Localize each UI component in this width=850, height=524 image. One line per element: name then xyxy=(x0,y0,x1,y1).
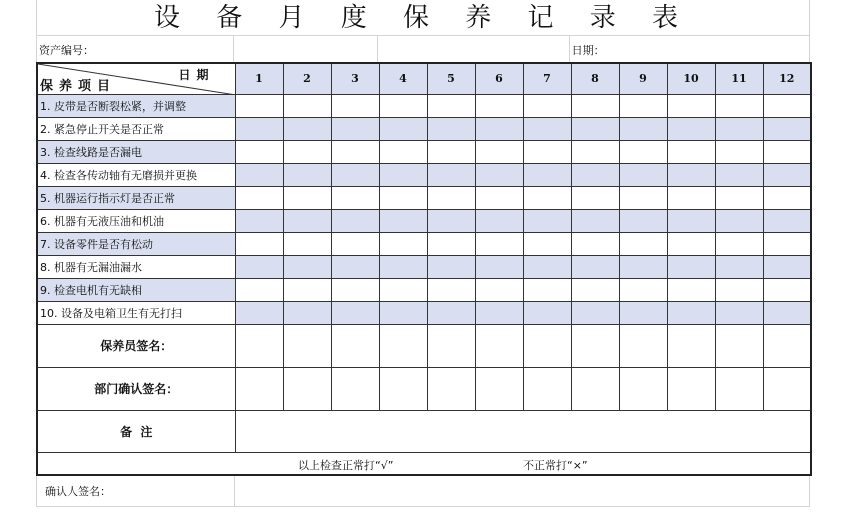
check-cell[interactable] xyxy=(715,94,763,117)
check-cell[interactable] xyxy=(283,117,331,140)
asset-no-label: 资产编号： xyxy=(37,36,234,62)
check-cell[interactable] xyxy=(619,301,667,324)
check-cell[interactable] xyxy=(619,255,667,278)
item-label: 9. 检查电机有无缺相 xyxy=(37,278,235,301)
signature-cell[interactable] xyxy=(475,324,523,367)
check-cell[interactable] xyxy=(667,140,715,163)
item-label: 1. 皮带是否断裂松紧，并调整 xyxy=(37,94,235,117)
check-cell[interactable] xyxy=(331,140,379,163)
signature-cell[interactable] xyxy=(763,367,811,410)
check-cell[interactable] xyxy=(667,232,715,255)
check-cell[interactable] xyxy=(331,209,379,232)
item-label: 7. 设备零件是否有松动 xyxy=(37,232,235,255)
check-cell[interactable] xyxy=(763,94,811,117)
check-cell[interactable] xyxy=(571,278,619,301)
check-cell[interactable] xyxy=(235,186,283,209)
signature-cell[interactable] xyxy=(523,367,571,410)
day-header-12: 12 xyxy=(763,63,811,94)
check-cell[interactable] xyxy=(763,163,811,186)
check-cell[interactable] xyxy=(667,209,715,232)
check-cell[interactable] xyxy=(763,232,811,255)
check-cell[interactable] xyxy=(619,163,667,186)
check-cell[interactable] xyxy=(475,117,523,140)
item-label: 6. 机器有无液压油和机油 xyxy=(37,209,235,232)
check-cell[interactable] xyxy=(619,278,667,301)
day-header-8: 8 xyxy=(571,63,619,94)
check-cell[interactable] xyxy=(379,163,427,186)
check-cell[interactable] xyxy=(715,301,763,324)
check-cell[interactable] xyxy=(763,278,811,301)
check-cell[interactable] xyxy=(379,278,427,301)
check-cell[interactable] xyxy=(667,255,715,278)
item-label: 3. 检查线路是否漏电 xyxy=(37,140,235,163)
check-cell[interactable] xyxy=(523,163,571,186)
signature-cell[interactable] xyxy=(427,367,475,410)
table-row xyxy=(37,209,811,232)
maintenance-sheet xyxy=(36,0,810,507)
check-cell[interactable] xyxy=(523,232,571,255)
signature-cell[interactable] xyxy=(331,324,379,367)
check-cell[interactable] xyxy=(331,163,379,186)
header-row xyxy=(37,63,811,94)
check-cell[interactable] xyxy=(331,278,379,301)
check-cell[interactable] xyxy=(379,209,427,232)
check-cell[interactable] xyxy=(571,140,619,163)
check-cell[interactable] xyxy=(715,117,763,140)
remarks-label: 备 注 xyxy=(37,410,235,452)
item-label: 4. 检查各传动轴有无磨损并更换 xyxy=(37,163,235,186)
date-label[interactable]: 日期： xyxy=(571,44,605,57)
check-cell[interactable] xyxy=(475,209,523,232)
check-cell[interactable] xyxy=(523,186,571,209)
maintenance-table xyxy=(36,62,812,476)
signature-cell[interactable] xyxy=(331,367,379,410)
confirm-row xyxy=(36,476,810,507)
info-row xyxy=(36,36,810,62)
check-cell[interactable] xyxy=(283,278,331,301)
check-cell[interactable] xyxy=(571,117,619,140)
signature-cell[interactable] xyxy=(571,324,619,367)
check-cell[interactable] xyxy=(475,278,523,301)
check-cell[interactable] xyxy=(427,255,475,278)
check-cell[interactable] xyxy=(379,301,427,324)
check-cell[interactable] xyxy=(379,140,427,163)
check-cell[interactable] xyxy=(475,301,523,324)
check-cell[interactable] xyxy=(763,117,811,140)
check-cell[interactable] xyxy=(283,163,331,186)
check-cell[interactable] xyxy=(763,186,811,209)
remarks-field[interactable] xyxy=(235,410,811,452)
check-cell[interactable] xyxy=(427,163,475,186)
confirm-label: 确认人签名： xyxy=(37,476,235,506)
check-cell[interactable] xyxy=(235,301,283,324)
table-row xyxy=(37,278,811,301)
check-cell[interactable] xyxy=(427,186,475,209)
check-cell[interactable] xyxy=(763,140,811,163)
table-row xyxy=(37,163,811,186)
day-header-6: 6 xyxy=(475,63,523,94)
check-cell[interactable] xyxy=(235,140,283,163)
day-header-5: 5 xyxy=(427,63,475,94)
check-cell[interactable] xyxy=(715,140,763,163)
check-cell[interactable] xyxy=(523,278,571,301)
check-cell[interactable] xyxy=(427,232,475,255)
check-cell[interactable] xyxy=(571,209,619,232)
maintainer-signature-row xyxy=(37,324,811,367)
check-cell[interactable] xyxy=(619,209,667,232)
check-cell[interactable] xyxy=(523,301,571,324)
check-cell[interactable] xyxy=(667,301,715,324)
note-abnormal: 不正常打“×” xyxy=(523,458,588,472)
signature-cell[interactable] xyxy=(235,324,283,367)
table-row xyxy=(37,140,811,163)
check-cell[interactable] xyxy=(667,278,715,301)
check-cell[interactable] xyxy=(235,94,283,117)
check-cell[interactable] xyxy=(235,278,283,301)
check-cell[interactable] xyxy=(379,232,427,255)
check-cell[interactable] xyxy=(475,140,523,163)
asset-no-field[interactable] xyxy=(234,36,378,62)
remarks-row xyxy=(37,410,811,452)
day-header-2: 2 xyxy=(283,63,331,94)
check-cell[interactable] xyxy=(523,140,571,163)
signature-cell[interactable] xyxy=(667,324,715,367)
check-cell[interactable] xyxy=(571,186,619,209)
item-label: 2. 紧急停止开关是否正常 xyxy=(37,117,235,140)
check-cell[interactable] xyxy=(715,255,763,278)
check-cell[interactable] xyxy=(715,232,763,255)
check-cell[interactable] xyxy=(571,163,619,186)
check-cell[interactable] xyxy=(283,232,331,255)
day-header-10: 10 xyxy=(667,63,715,94)
day-header-9: 9 xyxy=(619,63,667,94)
check-cell[interactable] xyxy=(667,94,715,117)
department-signature-label: 部门确认签名： xyxy=(37,367,235,410)
signature-cell[interactable] xyxy=(283,324,331,367)
item-label: 8. 机器有无漏油漏水 xyxy=(37,255,235,278)
check-cell[interactable] xyxy=(571,301,619,324)
check-cell[interactable] xyxy=(331,186,379,209)
signature-cell[interactable] xyxy=(715,324,763,367)
signature-cell[interactable] xyxy=(619,367,667,410)
table-row xyxy=(37,301,811,324)
check-cell[interactable] xyxy=(715,278,763,301)
check-cell[interactable] xyxy=(715,186,763,209)
check-cell[interactable] xyxy=(667,117,715,140)
check-cell[interactable] xyxy=(331,94,379,117)
note-cell xyxy=(37,452,811,475)
corner-date-label: 日期 xyxy=(178,68,215,82)
signature-cell[interactable] xyxy=(283,367,331,410)
check-cell[interactable] xyxy=(235,255,283,278)
check-cell[interactable] xyxy=(235,163,283,186)
check-cell[interactable] xyxy=(571,232,619,255)
check-cell[interactable] xyxy=(283,140,331,163)
check-cell[interactable] xyxy=(475,186,523,209)
check-cell[interactable] xyxy=(475,94,523,117)
check-cell[interactable] xyxy=(235,117,283,140)
check-cell[interactable] xyxy=(571,94,619,117)
check-cell[interactable] xyxy=(715,209,763,232)
signature-cell[interactable] xyxy=(523,324,571,367)
day-header-1: 1 xyxy=(235,63,283,94)
check-cell[interactable] xyxy=(763,301,811,324)
check-cell[interactable] xyxy=(331,117,379,140)
check-cell[interactable] xyxy=(331,232,379,255)
signature-cell[interactable] xyxy=(379,324,427,367)
day-header-3: 3 xyxy=(331,63,379,94)
check-cell[interactable] xyxy=(763,209,811,232)
check-cell[interactable] xyxy=(619,117,667,140)
check-cell[interactable] xyxy=(523,255,571,278)
page-title: 设 备 月 度 保 养 记 录 表 xyxy=(36,0,810,36)
signature-cell[interactable] xyxy=(571,367,619,410)
check-cell[interactable] xyxy=(379,117,427,140)
check-cell[interactable] xyxy=(619,140,667,163)
table-row xyxy=(37,255,811,278)
corner-header xyxy=(37,63,235,94)
item-label: 5. 机器运行指示灯是否正常 xyxy=(37,186,235,209)
signature-cell[interactable] xyxy=(235,367,283,410)
check-cell[interactable] xyxy=(379,94,427,117)
check-cell[interactable] xyxy=(427,278,475,301)
signature-cell[interactable] xyxy=(475,367,523,410)
check-cell[interactable] xyxy=(427,301,475,324)
signature-cell[interactable] xyxy=(667,367,715,410)
confirm-signature-field[interactable] xyxy=(235,476,810,506)
signature-cell[interactable] xyxy=(379,367,427,410)
check-cell[interactable] xyxy=(667,186,715,209)
table-row xyxy=(37,232,811,255)
table-row xyxy=(37,186,811,209)
check-cell[interactable] xyxy=(571,255,619,278)
check-cell[interactable] xyxy=(235,209,283,232)
asset-no-field-ext[interactable] xyxy=(378,36,570,62)
check-cell[interactable] xyxy=(715,163,763,186)
table-row xyxy=(37,94,811,117)
check-cell[interactable] xyxy=(475,232,523,255)
signature-cell[interactable] xyxy=(619,324,667,367)
check-cell[interactable] xyxy=(619,94,667,117)
note-normal: 以上检查正常打“√” xyxy=(298,458,394,472)
check-cell[interactable] xyxy=(331,301,379,324)
check-cell[interactable] xyxy=(427,140,475,163)
signature-cell[interactable] xyxy=(763,324,811,367)
check-cell[interactable] xyxy=(619,232,667,255)
check-cell[interactable] xyxy=(667,163,715,186)
check-cell[interactable] xyxy=(475,163,523,186)
check-cell[interactable] xyxy=(523,209,571,232)
corner-item-label: 保养项目 xyxy=(40,78,117,94)
day-header-4: 4 xyxy=(379,63,427,94)
table-row xyxy=(37,117,811,140)
check-cell[interactable] xyxy=(763,255,811,278)
check-cell[interactable] xyxy=(283,255,331,278)
check-cell[interactable] xyxy=(283,94,331,117)
check-cell[interactable] xyxy=(523,117,571,140)
check-cell[interactable] xyxy=(427,209,475,232)
check-cell[interactable] xyxy=(427,117,475,140)
check-cell[interactable] xyxy=(283,301,331,324)
check-cell[interactable] xyxy=(427,94,475,117)
department-signature-row xyxy=(37,367,811,410)
signature-cell[interactable] xyxy=(427,324,475,367)
check-cell[interactable] xyxy=(331,255,379,278)
note-row xyxy=(37,452,811,475)
check-cell[interactable] xyxy=(475,255,523,278)
check-cell[interactable] xyxy=(379,186,427,209)
day-header-7: 7 xyxy=(523,63,571,94)
check-cell[interactable] xyxy=(235,232,283,255)
check-cell[interactable] xyxy=(283,186,331,209)
day-header-11: 11 xyxy=(715,63,763,94)
maintainer-signature-label: 保养员签名： xyxy=(37,324,235,367)
item-label: 10. 设备及电箱卫生有无打扫 xyxy=(37,301,235,324)
check-cell[interactable] xyxy=(523,94,571,117)
signature-cell[interactable] xyxy=(715,367,763,410)
check-cell[interactable] xyxy=(379,255,427,278)
check-cell[interactable] xyxy=(619,186,667,209)
check-cell[interactable] xyxy=(283,209,331,232)
